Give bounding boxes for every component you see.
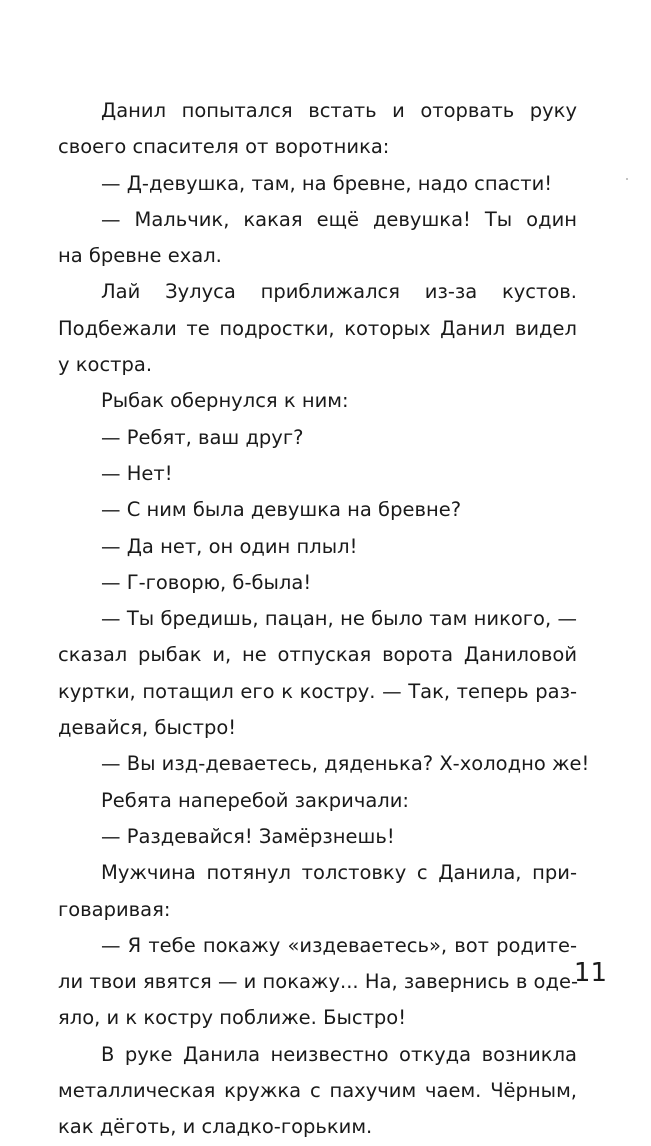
text-line: — Д-девушка, там, на бревне, надо спасти! [101, 171, 553, 195]
text-line: своего спасителя от воротника: [58, 135, 390, 159]
text-line: В руке Данила неизвестно откуда возникла [101, 1042, 577, 1066]
text-line: ли твои явятся — и покажу... На, завернись в оде- [58, 970, 578, 994]
text-line: у костра. [58, 353, 153, 377]
page-number: 11 [573, 958, 607, 988]
text-line: — С ним была девушка на бревне? [101, 498, 462, 522]
text-line: — Нет! [101, 461, 173, 485]
text-line: Данил попытался встать и оторвать руку [101, 99, 577, 122]
text-line: на бревне ехал. [58, 244, 222, 268]
text-line: Рыбак обернулся к ним: [101, 389, 349, 413]
text-line: Лай Зулуса приближался из-за кустов. [101, 280, 577, 304]
text-line: как дёготь, и сладко-горьким. [58, 1115, 373, 1139]
text-line: девайся, быстро! [58, 716, 237, 740]
text-line: яло, и к костру поближе. Быстро! [58, 1006, 407, 1030]
text-line: — Г-говорю, б-была! [101, 570, 312, 594]
text-line: — Вы изд-деваетесь, дяденька? Х-холодно же! [101, 752, 590, 776]
text-line: Мужчина потянул толстовку с Данила, при- [101, 861, 577, 885]
text-line: сказал рыбак и, не отпуская ворота Даниловой [58, 643, 577, 667]
text-line: — Я тебе покажу «издеваетесь», вот родите- [101, 933, 577, 957]
text-line: металлическая кружка с пахучим чаем. Чёрным, [58, 1079, 577, 1103]
text-line: Ребята наперебой закричали: [101, 788, 409, 812]
text-line: — Да нет, он один плыл! [101, 534, 358, 558]
text-line: — Ты бредишь, пацан, не было там никого, — [101, 607, 577, 631]
text-line: — Раздевайся! Замёрзнешь! [101, 824, 395, 848]
paper-speck [626, 178, 628, 180]
text-line: куртки, потащил его к костру. — Так, теперь раз- [58, 679, 577, 703]
text-line: — Мальчик, какая ещё девушка! Ты один [101, 207, 577, 231]
text-line: говаривая: [58, 897, 171, 921]
text-line: Подбежали те подростки, которых Данил видел [58, 316, 577, 340]
text-line: — Ребят, ваш друг? [101, 425, 304, 449]
